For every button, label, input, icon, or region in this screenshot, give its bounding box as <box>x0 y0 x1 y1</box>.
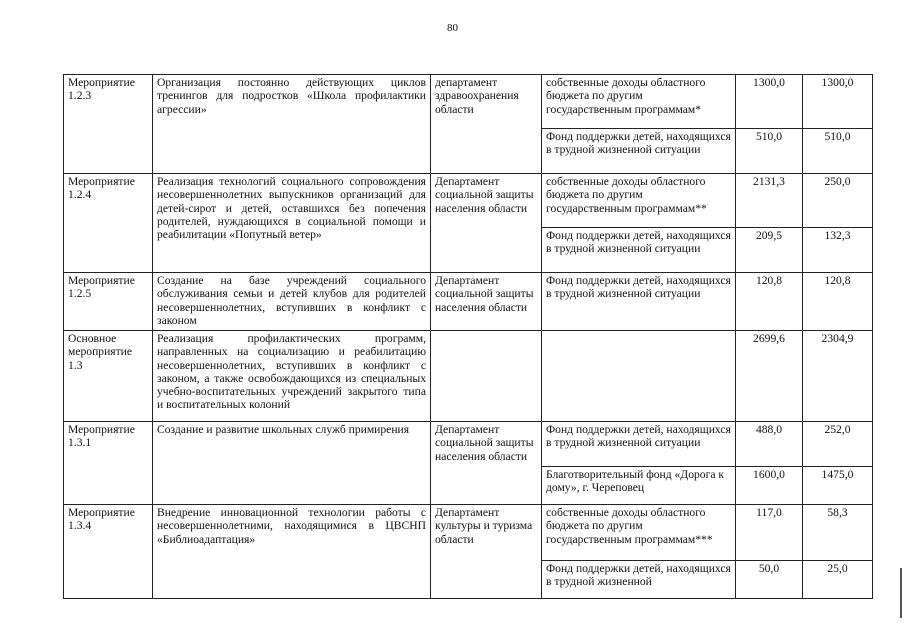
funding-value-2: 132,3 <box>803 228 873 273</box>
funding-source: Фонд поддержки детей, находящихся в трудной жизненной ситуации <box>542 273 736 331</box>
activity-code: Мероприятие 1.2.5 <box>64 273 153 331</box>
funding-value-1: 488,0 <box>736 422 803 467</box>
activity-code: Основное мероприятие 1.3 <box>64 331 153 422</box>
funding-value-2: 510,0 <box>803 129 873 174</box>
funding-value-2: 252,0 <box>803 422 873 467</box>
activity-executor: Департамент социальной защиты населения области <box>431 273 542 331</box>
activity-code: Мероприятие 1.2.3 <box>64 75 153 174</box>
funding-source: собственные доходы областного бюджета по другим государственным программам*** <box>542 505 736 561</box>
funding-value-2: 250,0 <box>803 174 873 228</box>
funding-value-1: 510,0 <box>736 129 803 174</box>
funding-source: собственные доходы областного бюджета по другим государственным программам* <box>542 75 736 129</box>
activity-description: Внедрение инновационной технологии работы с несовершеннолетними, находящимися в ЦВСНП «Библиоадаптация» <box>153 505 431 599</box>
funding-value-1: 1300,0 <box>736 75 803 129</box>
table-row <box>64 75 873 129</box>
activity-code: Мероприятие 1.3.4 <box>64 505 153 599</box>
funding-value-2: 1300,0 <box>803 75 873 129</box>
funding-source: Фонд поддержки детей, находящихся в трудной жизненной ситуации <box>542 129 736 174</box>
funding-source <box>542 331 736 422</box>
page-number: 80 <box>447 22 458 34</box>
activity-description: Создание на базе учреждений социального обслуживания семьи и детей клубов для родителей несовершеннолетних, вступивших в конфликт с законом <box>153 273 431 331</box>
funding-value-1: 1600,0 <box>736 467 803 505</box>
funding-value-1: 209,5 <box>736 228 803 273</box>
table-row <box>64 505 873 561</box>
scan-edge-mark <box>900 568 902 618</box>
funding-source: собственные доходы областного бюджета по другим государственным программам** <box>542 174 736 228</box>
funding-value-1: 50,0 <box>736 561 803 599</box>
activity-description: Организация постоянно действующих циклов тренингов для подростков «Школа профилактики агрессии» <box>153 75 431 174</box>
activity-executor: Департамент культуры и туризма области <box>431 505 542 599</box>
activity-description: Реализация профилактических программ, направленных на социализацию и реабилитацию несовершеннолетних, вступивших в конфликт с законом, а также освобождающихся из специальных учебно-воспитательных учреждений закрытого типа и воспитательных колоний <box>153 331 431 422</box>
activity-executor: департамент здравоохранения области <box>431 75 542 174</box>
activity-executor <box>431 331 542 422</box>
activity-executor: Департамент социальной защиты населения области <box>431 174 542 273</box>
funding-value-2: 25,0 <box>803 561 873 599</box>
activity-description: Реализация технологий социального сопровождения несовершеннолетних выпускников организаций для детей-сирот и детей, оставшихся без попечения родителей, нуждающихся в социальной помощи и реабилитации «Попутный ветер» <box>153 174 431 273</box>
table-row <box>64 174 873 228</box>
funding-value-2: 120,8 <box>803 273 873 331</box>
funding-value-2: 58,3 <box>803 505 873 561</box>
funding-source: Фонд поддержки детей, находящихся в трудной жизненной ситуации <box>542 422 736 467</box>
table-row <box>64 422 873 467</box>
funding-value-1: 117,0 <box>736 505 803 561</box>
funding-source: Фонд поддержки детей, находящихся в трудной жизненной <box>542 561 736 599</box>
funding-value-1: 2699,6 <box>736 331 803 422</box>
table-row <box>64 273 873 331</box>
funding-value-1: 2131,3 <box>736 174 803 228</box>
activity-code: Мероприятие 1.2.4 <box>64 174 153 273</box>
table-row <box>64 331 873 422</box>
funding-source: Фонд поддержки детей, находящихся в трудной жизненной ситуации <box>542 228 736 273</box>
activity-description: Создание и развитие школьных служб примирения <box>153 422 431 505</box>
funding-table <box>63 74 873 599</box>
funding-value-2: 2304,9 <box>803 331 873 422</box>
activity-code: Мероприятие 1.3.1 <box>64 422 153 505</box>
activity-executor: Департамент социальной защиты населения области <box>431 422 542 505</box>
funding-value-1: 120,8 <box>736 273 803 331</box>
funding-source: Благотворительный фонд «Дорога к дому», г. Череповец <box>542 467 736 505</box>
funding-value-2: 1475,0 <box>803 467 873 505</box>
